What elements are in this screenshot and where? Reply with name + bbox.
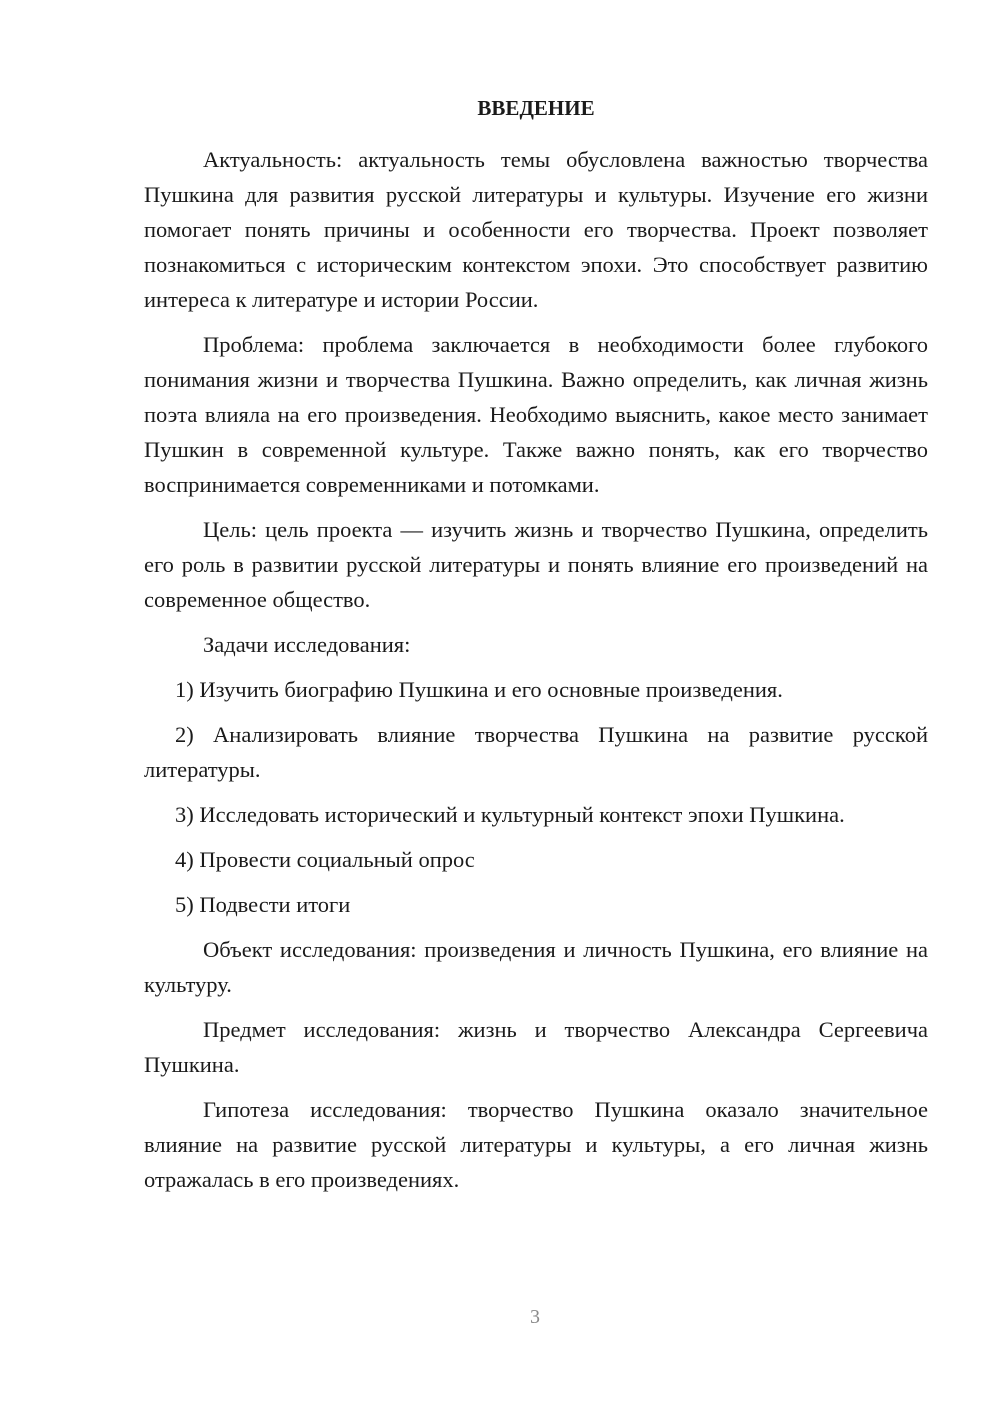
paragraph-problem: Проблема: проблема заключается в необходимости более глубокого понимания жизни и творчества Пушкина. Важно определить, как личная жизнь поэта влияла на его произведения. Необходимо выяснить, какое место занимает Пушкин в современной культуре. Также важно понять, как его творчество воспринимается современниками и потомками. xyxy=(144,332,928,497)
task-item-1: 1) Изучить биографию Пушкина и его основные произведения. xyxy=(175,677,783,702)
task-item-5: 5) Подвести итоги xyxy=(175,892,351,917)
paragraph-goal: Цель: цель проекта — изучить жизнь и творчество Пушкина, определить его роль в развитии русской литературы и понять влияние его произведений на современное общество. xyxy=(144,517,928,612)
paragraph-relevance: Актуальность: актуальность темы обусловлена важностью творчества Пушкина для развития русской литературы и культуры. Изучение его жизни помогает понять причины и особенности его творчества. Проект позволяет познакомиться с историческим контекстом эпохи. Это способствует развитию интереса к литературе и истории России. xyxy=(144,147,928,312)
paragraph-object: Объект исследования: произведения и личность Пушкина, его влияние на культуру. xyxy=(144,937,928,997)
paragraph-subject: Предмет исследования: жизнь и творчество Александра Сергеевича Пушкина. xyxy=(144,1017,928,1077)
tasks-list xyxy=(144,672,928,922)
paragraph-hypothesis: Гипотеза исследования: творчество Пушкина оказало значительное влияние на развитие русской литературы и культуры, а его личная жизнь отражалась в его произведениях. xyxy=(144,1097,928,1192)
task-item-3: 3) Исследовать исторический и культурный контекст эпохи Пушкина. xyxy=(175,802,845,827)
task-item-4: 4) Провести социальный опрос xyxy=(175,847,475,872)
task-item-2: 2) Анализировать влияние творчества Пушкина на развитие русской литературы. xyxy=(144,722,928,782)
section-heading: ВВЕДЕНИЕ xyxy=(477,96,595,120)
page-number: 3 xyxy=(530,1306,540,1328)
document-body xyxy=(144,142,928,1207)
tasks-heading: Задачи исследования: xyxy=(203,632,411,657)
